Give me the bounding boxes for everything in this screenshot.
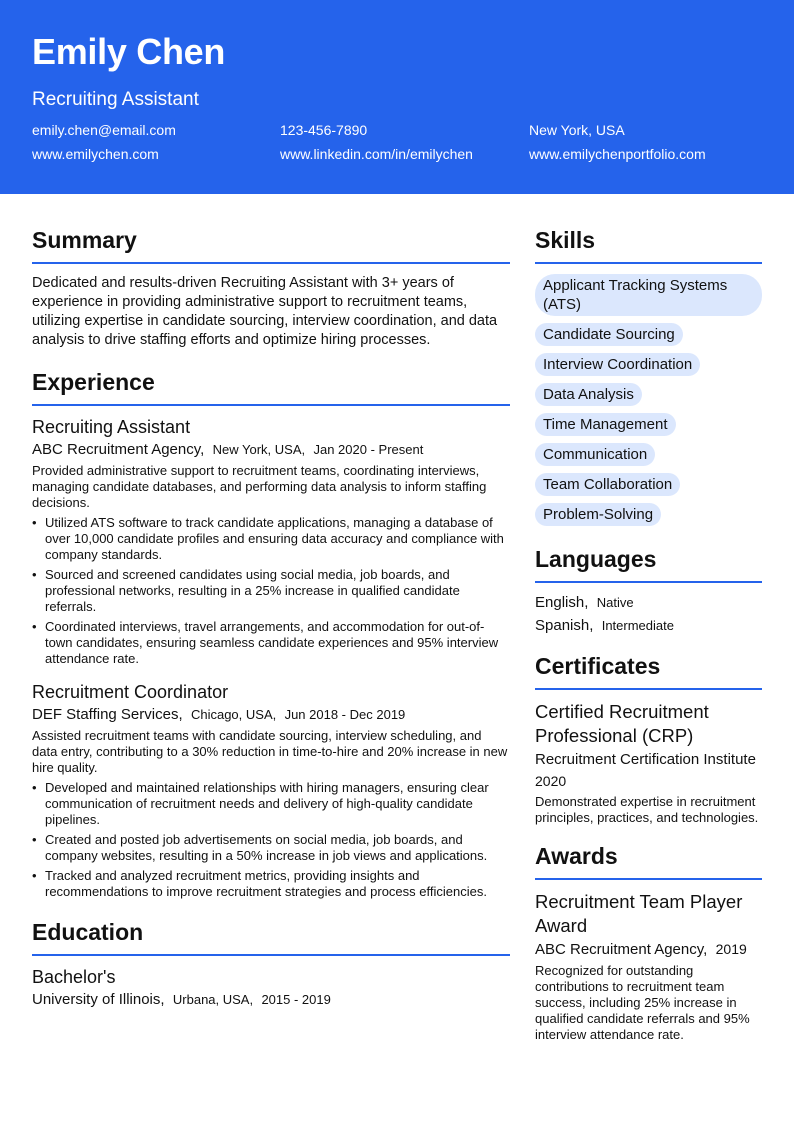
contact-info xyxy=(32,120,762,168)
awards-heading: Awards xyxy=(535,842,762,880)
education-heading: Education xyxy=(32,918,510,956)
award-issuer: ABC Recruitment Agency, xyxy=(535,941,708,958)
job-title: Recruitment Coordinator xyxy=(32,682,229,702)
phone-number: 123-456-7890 xyxy=(280,122,368,138)
school: University of Illinois, xyxy=(32,991,165,1008)
experience-heading: Experience xyxy=(32,368,510,406)
main-column xyxy=(32,226,510,1010)
job-company: ABC Recruitment Agency, xyxy=(32,441,205,458)
job-bullet: • Tracked and analyzed recruitment metrics, providing insights and recommendations to improve recruitment strategies and process efficiencies. xyxy=(32,868,510,900)
job-bullet: • Coordinated interviews, travel arrangements, and accommodation for out-of-town candidates, ensuring seamless candidate experiences and 95% interview attendance rate. xyxy=(32,619,510,667)
job-location: New York, USA, xyxy=(212,442,306,457)
summary-heading: Summary xyxy=(32,226,510,264)
job-bullet: • Developed and maintained relationships with hiring managers, ensuring clear communication of recruitment needs and delivery of high-quality candidate pipelines. xyxy=(32,780,510,828)
candidate-name: Emily Chen xyxy=(32,31,226,72)
job-title: Recruiting Assistant xyxy=(32,417,191,437)
award-meta xyxy=(535,940,762,959)
language-level: Intermediate xyxy=(601,618,674,633)
skill-pill: Time Management xyxy=(535,413,676,436)
skill-pill: Applicant Tracking Systems (ATS) xyxy=(535,274,762,316)
job-location: Chicago, USA, xyxy=(190,707,277,722)
job-bullet: • Sourced and screened candidates using social media, job boards, and professional networks, resulting in a 25% increase in qualified candidate referrals. xyxy=(32,567,510,615)
languages-heading: Languages xyxy=(535,545,762,583)
job-dates: Jan 2020 - Present xyxy=(313,442,424,457)
website-link[interactable]: www.emilychen.com xyxy=(32,146,159,162)
school-location: Urbana, USA, xyxy=(172,992,254,1007)
location: New York, USA xyxy=(529,122,625,138)
skill-pill: Candidate Sourcing xyxy=(535,323,683,346)
certificate-name: Certified Recruitment Professional (CRP) xyxy=(535,701,709,746)
skill-pill: Interview Coordination xyxy=(535,353,700,376)
side-column xyxy=(535,226,762,1043)
language-item xyxy=(535,616,762,636)
summary-text: Dedicated and results-driven Recruiting Assistant with 3+ years of experience in providing administrative support to recruitment teams, utilizing expertise in candidate sourcing, interview coordination, and data analysis to drive staffing efforts and optimize hiring processes. xyxy=(32,275,498,348)
skills-heading: Skills xyxy=(535,226,762,264)
award-year: 2019 xyxy=(715,941,747,957)
certificate-description: Demonstrated expertise in recruitment principles, practices, and technologies. xyxy=(535,794,759,825)
resume-header xyxy=(0,0,794,194)
job-meta xyxy=(32,440,510,460)
certificate-issuer: Recruitment Certification Institute xyxy=(535,751,756,768)
skill-pill: Problem-Solving xyxy=(535,503,661,526)
portfolio-link[interactable]: www.emilychenportfolio.com xyxy=(529,146,706,162)
skills-list xyxy=(535,274,762,533)
language-item xyxy=(535,593,762,613)
job-bullet: • Created and posted job advertisements on social media, job boards, and company websites, resulting in a 50% increase in job views and applications. xyxy=(32,832,510,864)
candidate-role: Recruiting Assistant xyxy=(32,89,199,110)
award-description: Recognized for outstanding contributions to recruitment team success, including 25% increase in qualified candidate referrals and 95% interview attendance rate. xyxy=(535,963,750,1042)
job-entry xyxy=(32,416,510,667)
skill-pill: Data Analysis xyxy=(535,383,642,406)
skill-pill: Communication xyxy=(535,443,655,466)
job-entry xyxy=(32,681,510,900)
job-meta xyxy=(32,705,510,725)
language-name: Spanish, xyxy=(535,617,594,634)
job-bullet: • Utilized ATS software to track candidate applications, managing a database of over 10,000 candidate profiles and ensuring data accuracy and compliance with company standards. xyxy=(32,515,510,563)
award-name: Recruitment Team Player Award xyxy=(535,891,743,936)
job-dates: Jun 2018 - Dec 2019 xyxy=(284,707,406,722)
education-meta xyxy=(32,990,510,1010)
language-level: Native xyxy=(596,595,634,610)
certificate-year: 2020 xyxy=(535,773,567,789)
certificates-heading: Certificates xyxy=(535,652,762,690)
skill-pill: Team Collaboration xyxy=(535,473,680,496)
language-name: English, xyxy=(535,594,589,611)
degree: Bachelor's xyxy=(32,967,116,987)
education-dates: 2015 - 2019 xyxy=(261,992,331,1007)
job-bullets xyxy=(32,515,510,667)
email-link[interactable]: emily.chen@email.com xyxy=(32,122,176,138)
job-company: DEF Staffing Services, xyxy=(32,706,183,723)
linkedin-link[interactable]: www.linkedin.com/in/emilychen xyxy=(280,146,473,162)
job-description: Assisted recruitment teams with candidate sourcing, interview scheduling, and data entry, contributing to a 30% reduction in time-to-hire and 20% increase in new hire quality. xyxy=(32,728,508,775)
job-description: Provided administrative support to recruitment teams, coordinating interviews, managing candidate databases, and performing data analysis to inform staffing decisions. xyxy=(32,463,487,510)
job-bullets xyxy=(32,780,510,900)
